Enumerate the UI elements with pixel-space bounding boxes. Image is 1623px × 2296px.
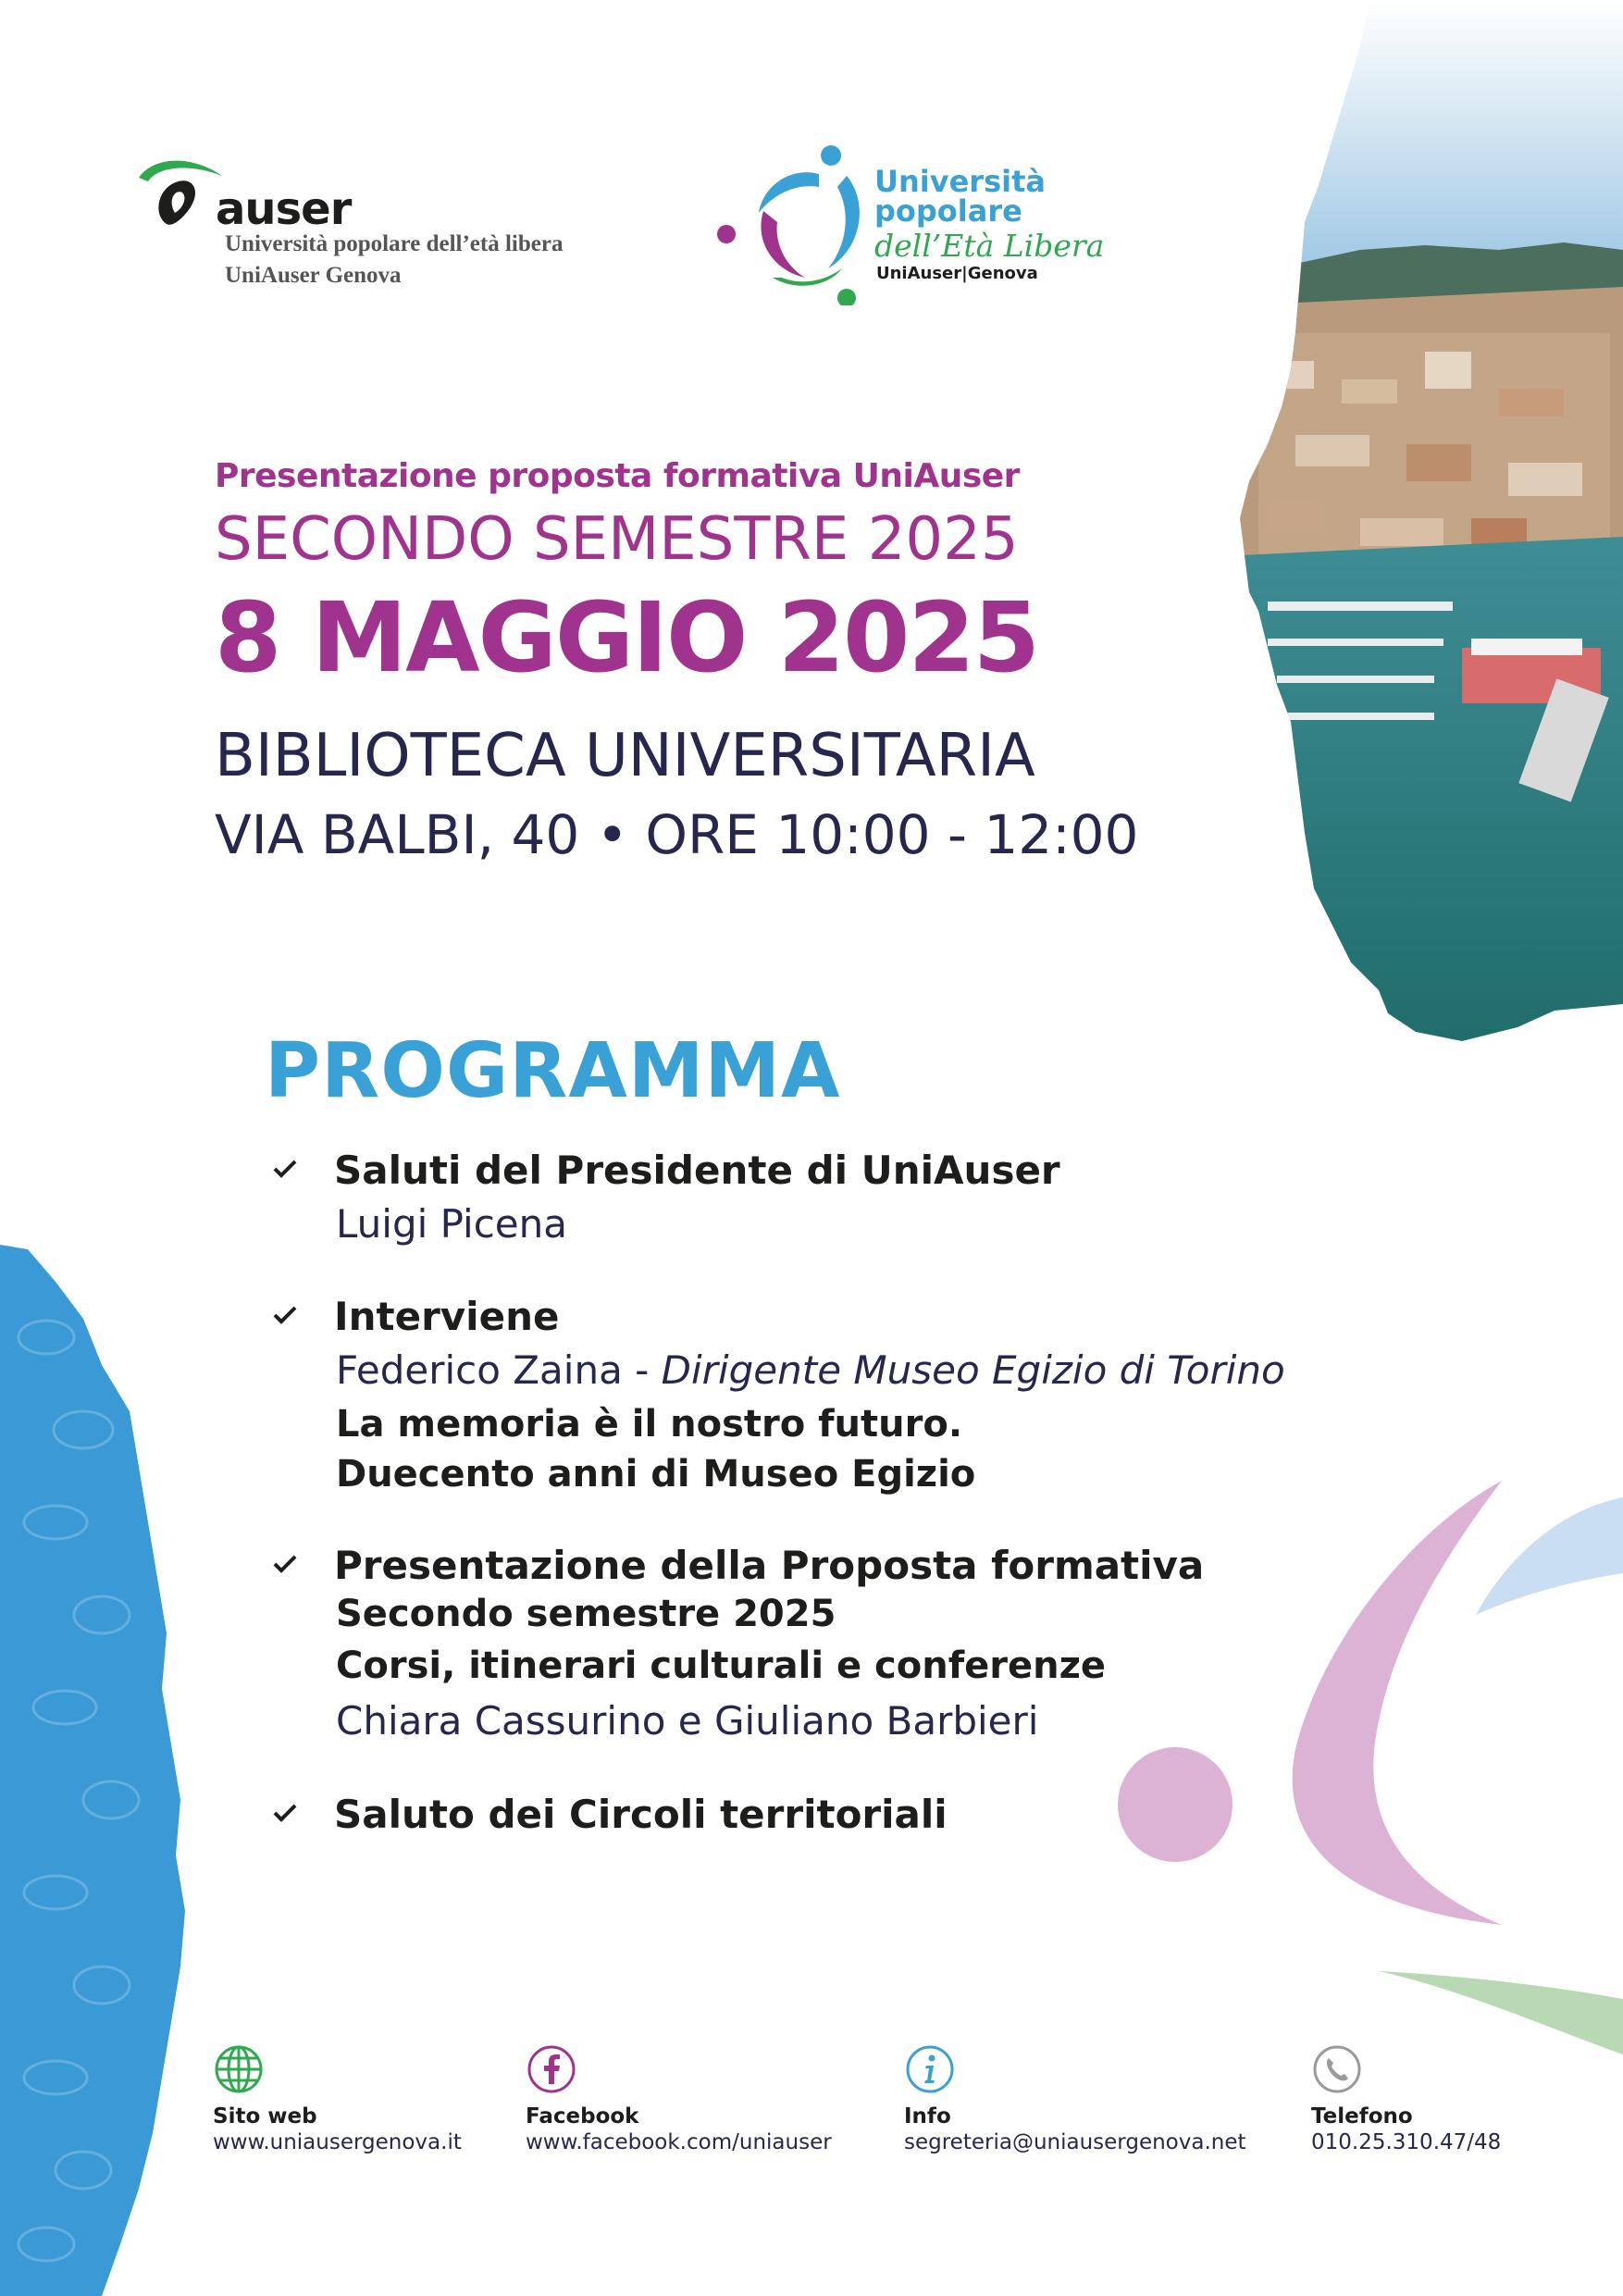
footer-website-link[interactable]: www.uniausergenova.it bbox=[213, 2130, 462, 2154]
checkmark-icon bbox=[273, 1159, 297, 1179]
program-item-title: Presentazione della Proposta formativa bbox=[334, 1543, 1205, 1588]
footer-website[interactable] bbox=[213, 2043, 462, 2154]
program-item-sub-2: Corsi, itinerari culturali e conferenze bbox=[336, 1644, 1106, 1687]
checkmark-icon bbox=[273, 1803, 297, 1823]
program-item-sub-1: Secondo semestre 2025 bbox=[336, 1593, 836, 1635]
program-item-speaker-line bbox=[336, 1347, 1285, 1393]
program-item-speaker: Luigi Picena bbox=[336, 1201, 567, 1247]
upel-circle-icon bbox=[708, 139, 874, 305]
decorative-blue-brush bbox=[0, 1245, 199, 2296]
footer-info-label: Info bbox=[904, 2104, 951, 2128]
program-item-title: Saluti del Presidente di UniAuser bbox=[334, 1148, 1060, 1193]
speaker-name: Federico Zaina - bbox=[336, 1347, 662, 1393]
auser-subtitle-2: UniAuser Genova bbox=[225, 263, 402, 288]
footer-website-label: Sito web bbox=[213, 2104, 317, 2128]
auser-swoosh-icon bbox=[134, 150, 227, 233]
program-item-title: Interviene bbox=[334, 1294, 560, 1339]
facebook-icon bbox=[526, 2043, 577, 2095]
venue-address-time: VIA BALBI, 40 • ORE 10:00 - 12:00 bbox=[215, 803, 1139, 866]
program-item-speakers: Chiara Cassurino e Giuliano Barbieri bbox=[336, 1698, 1039, 1744]
footer-info[interactable] bbox=[904, 2043, 1246, 2154]
programma-heading: PROGRAMMA bbox=[265, 1027, 841, 1115]
program-item-title: Saluto dei Circoli territoriali bbox=[334, 1792, 948, 1837]
upel-title-4: UniAuser|Genova bbox=[876, 264, 1038, 283]
upel-title-3: dell’Età Libera bbox=[874, 228, 1105, 264]
footer-phone[interactable] bbox=[1311, 2043, 1501, 2154]
auser-subtitle-1: Università popolare dell’età libera bbox=[225, 231, 564, 256]
upel-title-1: Università bbox=[874, 164, 1046, 199]
upel-logo bbox=[708, 139, 1105, 315]
info-icon bbox=[904, 2043, 956, 2095]
event-date: 8 MAGGIO 2025 bbox=[215, 581, 1039, 694]
checkmark-icon bbox=[273, 1305, 297, 1325]
talk-title-line-2: Duecento anni di Museo Egizio bbox=[336, 1453, 976, 1496]
auser-logo bbox=[134, 148, 652, 296]
footer-phone-label: Telefono bbox=[1311, 2104, 1413, 2128]
upel-title-2: popolare bbox=[874, 193, 1022, 229]
footer-facebook-label: Facebook bbox=[526, 2104, 639, 2128]
checkmark-icon bbox=[273, 1554, 297, 1574]
footer-facebook[interactable] bbox=[526, 2043, 832, 2154]
venue-name: BIBLIOTECA UNIVERSITARIA bbox=[215, 722, 1035, 790]
footer-phone-number[interactable]: 010.25.310.47/48 bbox=[1311, 2130, 1502, 2154]
talk-title-line-1: La memoria è il nostro futuro. bbox=[336, 1403, 963, 1446]
auser-wordmark: auser bbox=[216, 183, 352, 235]
phone-icon bbox=[1311, 2043, 1363, 2095]
globe-icon bbox=[213, 2043, 265, 2095]
genova-harbor-photo bbox=[1240, 0, 1623, 1055]
footer-info-email[interactable]: segreteria@uniausergenova.net bbox=[904, 2130, 1246, 2154]
speaker-role: Dirigente Museo Egizio di Torino bbox=[661, 1347, 1285, 1393]
semester-title: SECONDO SEMESTRE 2025 bbox=[215, 505, 1019, 574]
presentation-title: Presentazione proposta formativa UniAuser bbox=[215, 457, 1020, 495]
footer-facebook-link[interactable]: www.facebook.com/uniauser bbox=[526, 2130, 832, 2154]
